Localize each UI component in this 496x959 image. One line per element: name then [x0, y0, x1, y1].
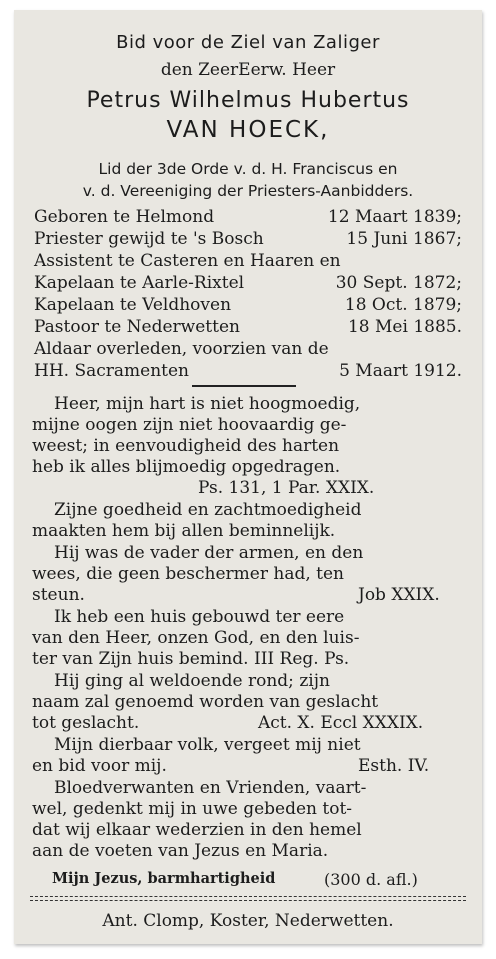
verse-line: Hij was de vader der armen, en den — [54, 543, 364, 563]
verse-line: dat wij elkaar wederzien in den hemel — [32, 820, 362, 840]
verse-4 — [32, 607, 464, 670]
bio-event: Assistent te Casteren en Haaren en — [34, 251, 341, 271]
verse-reference: Job XXIX. — [358, 585, 440, 605]
verse-7 — [32, 778, 464, 862]
verse-1 — [32, 394, 464, 478]
verse-line: maakten hem bij allen beminnelijk. — [32, 521, 336, 541]
verse-line: wees, die geen beschermer had, ten — [32, 564, 344, 584]
indulgence-note: (300 d. afl.) — [324, 870, 418, 889]
ejaculation-prayer: Mijn Jezus, barmhartigheid — [52, 870, 276, 887]
bio-date: 12 Maart 1839; — [327, 207, 462, 227]
verse-line: Ik heb een huis gebouwd ter eere — [54, 607, 345, 627]
bio-row — [34, 207, 462, 227]
verse-line: Heer, mijn hart is niet hoogmoedig, — [54, 394, 361, 414]
bio-event: Kapelaan te Veldhoven — [34, 295, 232, 315]
verse-line: Hij ging al weldoende rond; zijn — [54, 671, 330, 691]
verse-reference: Esth. IV. — [358, 756, 430, 776]
membership-line2: v. d. Vereeniging der Priesters-Aanbidders. — [82, 182, 414, 200]
bio-event: Aldaar overleden, voorzien van de — [34, 339, 329, 359]
divider-rule — [192, 385, 296, 387]
dotted-divider — [30, 896, 466, 897]
verse-line: heb ik alles blijmoedig opgedragen. — [32, 457, 341, 477]
header-line2: den ZeerEerw. Heer — [160, 60, 336, 80]
verse-2 — [32, 500, 464, 542]
verse-line: Bloedverwanten en Vrienden, vaart- — [54, 778, 367, 798]
verse-line: en bid voor mij. — [32, 756, 167, 776]
bio-date: 30 Sept. 1872; — [335, 273, 462, 293]
verse-line: mijne oogen zijn niet hoovaardig ge- — [32, 415, 347, 435]
bio-date: 15 Juni 1867; — [346, 229, 462, 249]
verse-line: naam zal genoemd worden van geslacht — [32, 692, 379, 712]
verse-line: tot geslacht. — [32, 713, 140, 733]
dotted-divider — [30, 900, 466, 901]
bio-event: Geboren te Helmond — [34, 207, 215, 227]
header-line1: Bid voor de Ziel van Zaliger — [116, 32, 380, 53]
verse-line: weest; in eenvoudigheid des harten — [32, 436, 340, 456]
bio-row — [34, 273, 462, 293]
bio-row — [34, 317, 462, 337]
verse-line: van den Heer, onzen God, en den luis- — [32, 628, 360, 648]
verse-reference: Ps. 131, 1 Par. XXIX. — [198, 478, 375, 498]
printer-line: Ant. Clomp, Koster, Nederwetten. — [102, 911, 394, 931]
verse-line: Mijn dierbaar volk, vergeet mij niet — [54, 735, 361, 755]
bio-event: HH. Sacramenten — [34, 361, 189, 381]
deceased-name: Petrus Wilhelmus Hubertus — [86, 88, 410, 113]
membership-line1: Lid der 3de Orde v. d. H. Franciscus en — [98, 160, 398, 178]
verse-line: wel, gedenkt mij in uwe gebeden tot- — [32, 799, 353, 819]
bio-row — [34, 251, 462, 271]
verse-line: steun. — [32, 585, 85, 605]
bio-event: Pastoor te Nederwetten — [34, 317, 240, 337]
deceased-surname: VAN HOECK, — [166, 117, 330, 143]
verse-line: Zijne goedheid en zachtmoedigheid — [54, 500, 362, 520]
bio-row — [34, 229, 462, 249]
bio-date: 5 Maart 1912. — [339, 361, 462, 381]
verse-reference: Act. X. Eccl XXXIX. — [258, 713, 424, 733]
bio-date: 18 Oct. 1879; — [344, 295, 462, 315]
bio-event: Priester gewijd te 's Bosch — [34, 229, 264, 249]
bio-row — [34, 361, 462, 381]
verse-line: ter van Zijn huis bemind. III Reg. Ps. — [32, 649, 350, 669]
bio-event: Kapelaan te Aarle-Rixtel — [34, 273, 245, 293]
bio-row — [34, 295, 462, 315]
bio-row — [34, 339, 462, 359]
prayer-card — [14, 10, 482, 944]
bio-date: 18 Mei 1885. — [347, 317, 462, 337]
verse-line: aan de voeten van Jezus en Maria. — [32, 841, 329, 861]
